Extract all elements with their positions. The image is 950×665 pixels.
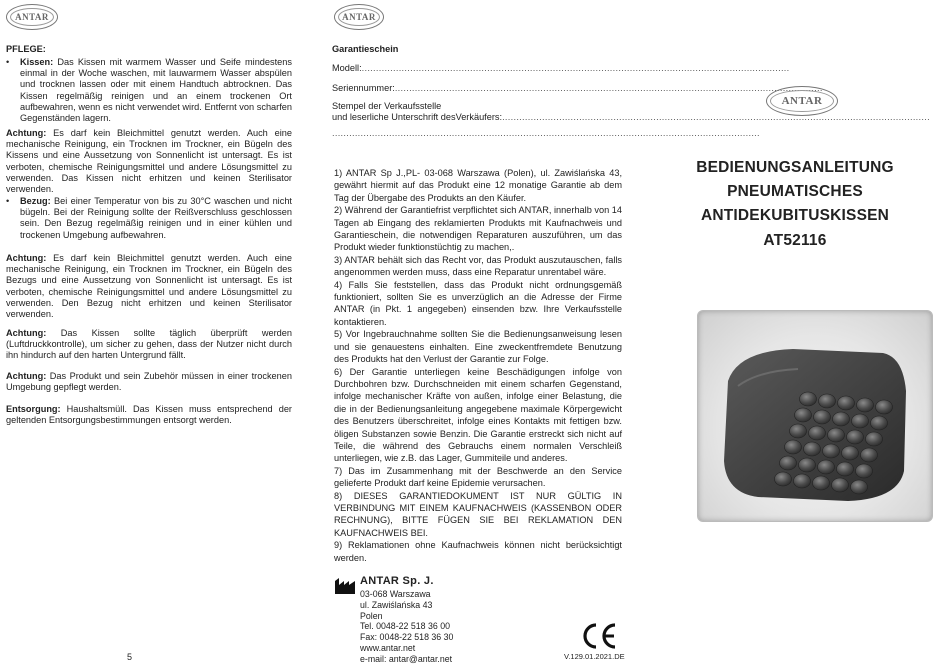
stempel-line-2: und leserliche Unterschrift desVerkäufers:......................................................................................................................................................	[332, 112, 930, 122]
cushion-air-cell	[828, 428, 845, 442]
company-address: 03-068 Warszawa ul. Zawiślańska 43 Polen Tel. 0048-22 518 36 00 Fax: 0048-22 518 36 30 www.antar.net e-mail: antar@antar.net	[360, 589, 454, 664]
right-page	[640, 0, 950, 662]
seriennummer-field: Seriennummer:......................................................................................................................................................	[332, 83, 823, 93]
cushion-air-cell	[819, 394, 836, 408]
antar-logo: ANTAR	[334, 4, 384, 30]
garantie-title: Garantieschein	[332, 44, 399, 54]
achtung-paragraph-2: Achtung: Es darf kein Bleichmittel genutzt werden. Auch eine mechanische Reinigung, ein Trocknen im Trockner, ein Bügeln des Bezugs und eine Aussetzung von Sonnenlicht ist untersagt. Es ist verboten, chemische Reinigungsmittel und andere Lösungsmittel zu verwenden. Den Bezug nicht erhitzen und keinen Sterilisator verwenden.	[6, 253, 292, 320]
cushion-air-cell	[847, 430, 864, 444]
cushion-air-cell	[790, 424, 807, 438]
term-8: 8) DIESES GARANTIEDOKUMENT IST NUR GÜLTIG IN VERBINDUNG MIT EINEM KAUFNACHWEIS (KASSENBON ODER RECHNUNG), BITTE FÜGEN SIE BEI REKLAMATION DEN KAUFNACHWEIS BEI.	[334, 490, 622, 538]
cushion-photo	[697, 310, 933, 522]
version-number: V.129.01.2021.DE	[564, 652, 625, 661]
cushion-air-cell	[809, 426, 826, 440]
manual-title-line-2: PNEUMATISCHES	[727, 183, 863, 200]
cushion-air-cell	[876, 400, 893, 414]
manual-title-line-1: BEDIENUNGSANLEITUNG	[696, 159, 894, 176]
cushion-air-cell	[794, 474, 811, 488]
term-6: 6) Der Garantie unterliegen keine Beschädigungen infolge von Durchbohren bzw. Durchschneiden mit einem scharfen Gegenstand, infolge mechanischer Kräfte von außen, infolge einer Belastung, die die in der Bedienungsanleitung angegebene maximale Körpergewicht des Benutzers überschreitet, infolge eines Kontakts mit fettigen bzw. öligen Substanzen sowie Benzin. Die Garantie erstreckt sich nicht auf Teile, die während des Gebrauchs einem normalen Verschleiß unterliegen, wie z.B. das Lager, Gummiteile und anderes.	[334, 366, 622, 464]
term-2: 2) Während der Garantiefrist verpflichtet sich ANTAR, innerhalb von 14 Tagen ab Eingang des reklamierten Produkts mit Kaufnachweis und Garantieschein, die notwendigen Reparaturen auszuführen, um das Produkt wieder funktionstüchtig zu machen,.	[334, 205, 622, 253]
achtung-paragraph-1: Achtung: Es darf kein Bleichmittel genutzt werden. Auch eine mechanische Reinigung, ein Trocknen im Trockner, ein Bügeln des Kissens und eine Aussetzung von Sonnenlicht ist untersagt. Es ist verboten, chemische Reinigungsmittel und andere Lösungsmittel zu verwenden. Das Kissen nicht erhitzen und keinen Sterilisator verwenden.	[6, 128, 292, 195]
ce-mark-icon	[580, 622, 618, 650]
cushion-air-cell	[823, 444, 840, 458]
stempel-line-1: Stempel der Verkaufsstelle	[332, 101, 442, 111]
cushion-air-cell	[780, 456, 797, 470]
cushion-air-cell	[871, 416, 888, 430]
garantie-terms	[334, 167, 622, 564]
entsorgung-paragraph: Entsorgung: Haushaltsmüll. Das Kissen muss entsprechend der geltenden Entsorgungsbestimmungen entsorgt werden.	[6, 404, 292, 426]
term-5: 5) Vor Ingebrauchnahme sollten Sie die Bedienungsanweisung lesen und sie genauestens einhalten. Eine zweckentfremdete Benutzung des Produkts hat den Verlust der Garantie zur Folge.	[334, 329, 622, 365]
cushion-image	[698, 311, 934, 523]
bezug-bullet: • Bezug: Bei einer Temperatur von bis zu 30°C waschen und nicht bügeln. Bei der Reinigung sollte der Reißverschluss geschlossen sein. Den Bezug regelmäßig reinigen und in einer kühlen und trockenen Umgebung aufbewahren.	[6, 196, 292, 240]
cushion-air-cell	[775, 472, 792, 486]
care-heading: PFLEGE:	[6, 44, 46, 54]
cushion-air-cell	[814, 410, 831, 424]
cushion-air-cell	[838, 396, 855, 410]
cushion-air-cell	[861, 448, 878, 462]
cushion-air-cell	[866, 432, 883, 446]
modell-field: Modell:......................................................................................................................................................	[332, 63, 790, 73]
antar-logo: ANTAR	[766, 86, 838, 116]
achtung-paragraph-4: Achtung: Das Produkt und sein Zubehör müssen in einer trockenen Umgebung gepflegt werden.	[6, 371, 292, 393]
term-4: 4) Falls Sie feststellen, dass das Produkt nicht ordnungsgemäß funktioniert, sollten Sie es unverzüglich an die Adresse der Firme ANTAR (in Pkt. 1 angegeben) einsenden bzw. Ihre Verkaufsstelle kontaktieren.	[334, 279, 622, 327]
term-1: 1) ANTAR Sp J.,PL- 03-068 Warszawa (Polen), ul. Zawiślańska 43, gewährt hiermit auf das Produkt eine 12 monatige Garantie ab dem Tag der Übergabe des Produkts an den Käufer.	[334, 168, 622, 203]
manual-title-line-3: ANTIDEKUBITUSKISSEN	[700, 207, 890, 224]
term-9: 9) Reklamationen ohne Kaufnachweis können nicht berücksichtigt werden.	[334, 540, 622, 563]
cushion-air-cell	[851, 480, 868, 494]
cushion-air-cell	[785, 440, 802, 454]
cushion-air-cell	[833, 412, 850, 426]
kissen-bullet: • Kissen: Das Kissen mit warmem Wasser und Seife mindestens einmal in der Woche waschen, mit lauwarmem Wasser abspülen und trocknen lassen oder mit einem Handtuch abtrocknen. Das Kissen regelmäßig reinigen und an einem trockenen Ort aufbewahren, wenn es nicht verwendet wird. Entfernt von scharfen Gegenständen lagern.	[6, 57, 292, 124]
antar-logo: ANTAR	[6, 4, 58, 30]
cushion-air-cell	[795, 408, 812, 422]
cushion-air-cell	[800, 392, 817, 406]
term-7: 7) Das im Zusammenhang mit der Beschwerde an den Service gelieferte Produkt darf keine Epidemie verursachen.	[334, 465, 622, 489]
page-number: 5	[127, 652, 133, 662]
model-number: AT52116	[763, 232, 827, 249]
cushion-air-cell	[856, 464, 873, 478]
term-3: 3) ANTAR behält sich das Recht vor, das Produkt auszutauschen, falls angenommen werden muss, dass eine Reparatur unrentabel wäre.	[334, 254, 622, 278]
cushion-air-cell	[818, 460, 835, 474]
cushion-air-cell	[842, 446, 859, 460]
cushion-air-cell	[813, 476, 830, 490]
company-name: ANTAR Sp. J.	[360, 575, 434, 587]
cushion-air-cell	[832, 478, 849, 492]
left-page	[0, 0, 300, 662]
achtung-paragraph-3: Achtung: Das Kissen sollte täglich überprüft werden (Luftdruckkontrolle), um sicher zu gehen, dass der Nutzer nicht durch ihn hindurch auf den harten Untergrund fällt.	[6, 328, 292, 361]
cushion-air-cell	[804, 442, 821, 456]
cushion-air-cell	[852, 414, 869, 428]
manufacturer-icon	[334, 577, 356, 595]
cushion-air-cell	[799, 458, 816, 472]
cushion-air-cell	[857, 398, 874, 412]
cushion-air-cell	[837, 462, 854, 476]
signature-dots: ......................................................................................................................................................	[332, 128, 760, 138]
